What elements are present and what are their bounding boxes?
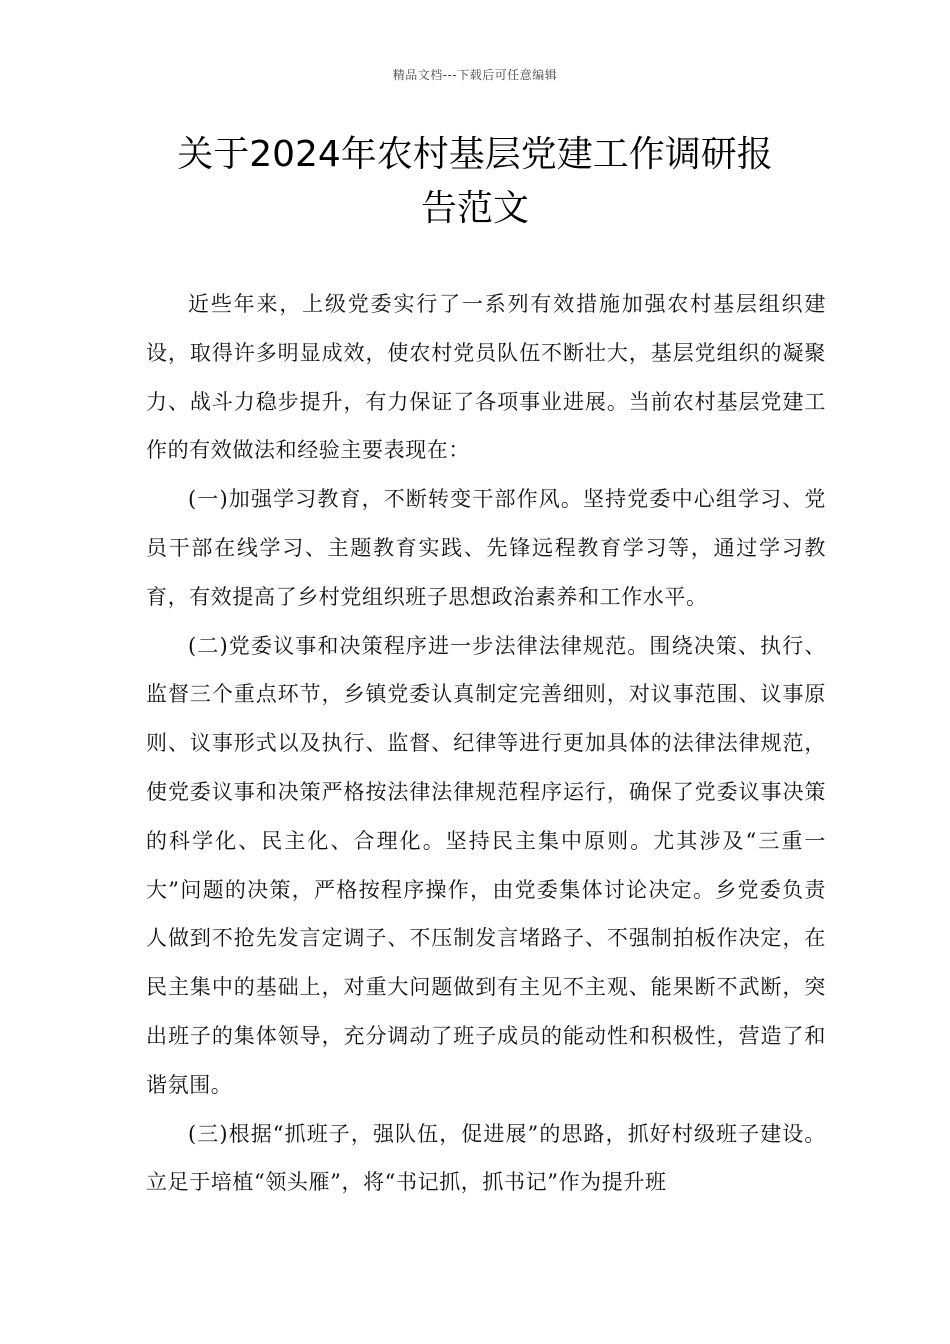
- title-line-1: 关于2024年农村基层党建工作调研报: [177, 134, 773, 175]
- paragraph-section-3: (三)根据“抓班子，强队伍，促进展”的思路，抓好村级班子建设。立足于培植“领头雁”，将“书记抓，抓书记”作为提升班: [146, 1121, 826, 1195]
- document-title: [140, 128, 810, 236]
- paragraph-section-1: (一)加强学习教育，不断转变干部作风。坚持党委中心组学习、党员干部在线学习、主题教育实践、先锋远程教育学习等，通过学习教育，有效提高了乡村党组织班子思想政治素养和工作水平。: [146, 487, 826, 609]
- paragraph-section-2: (二)党委议事和决策程序进一步法律法律规范。围绕决策、执行、监督三个重点环节，乡镇党委认真制定完善细则，对议事范围、议事原则、议事形式以及执行、监督、纪律等进行更加具体的法律法律规范，使党委议事和决策严格按法律法律规范程序运行，确保了党委议事决策的科学化、民主化、合理化。坚持民主集中原则。尤其涉及“三重一大”问题的决策，严格按程序操作，由党委集体讨论决定。乡党委负责人做到不抢先发言定调子、不压制发言堵路子、不强制拍板作决定，在民主集中的基础上，对重大问题做到有主见不主观、能果断不武断，突出班子的集体领导，充分调动了班子成员的能动性和积极性，营造了和谐氛围。: [146, 633, 826, 1097]
- title-line-2: 告范文: [420, 188, 529, 229]
- paragraph-intro: 近些年来，上级党委实行了一系列有效措施加强农村基层组织建设，取得许多明显成效，使农村党员队伍不断壮大，基层党组织的凝聚力、战斗力稳步提升，有力保证了各项事业进展。当前农村基层党建工作的有效做法和经验主要表现在：: [146, 292, 826, 463]
- header-note: 精品文档---下载后可任意编辑: [392, 68, 558, 82]
- document-body: [146, 280, 826, 1207]
